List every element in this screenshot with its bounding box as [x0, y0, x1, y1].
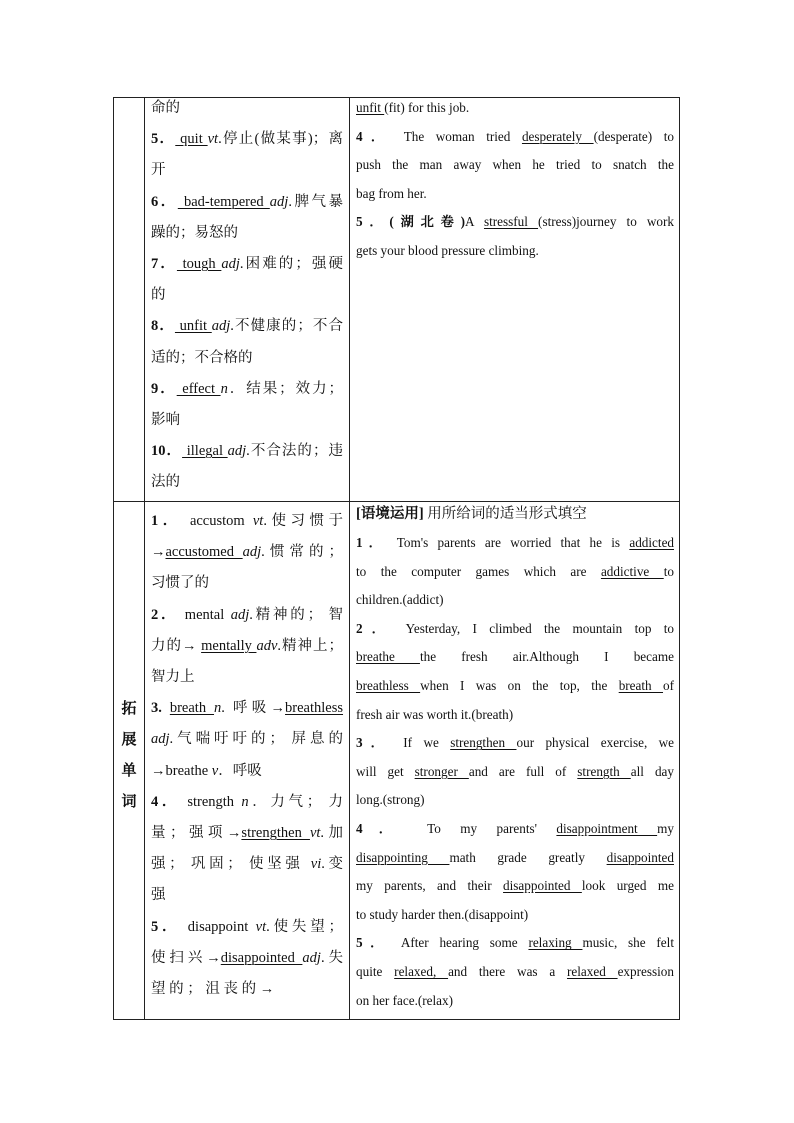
text-line	[356, 126, 674, 148]
text-line	[151, 377, 343, 401]
text-run: 用所给词的适当形式填空	[423, 506, 587, 522]
text-run: and are full of	[468, 763, 578, 779]
text-run: Tom's parents are worried that he is	[387, 535, 630, 550]
text-run: of	[663, 678, 675, 693]
answer-blank: strengthen	[241, 825, 310, 841]
text-line	[356, 618, 674, 640]
text-run: look urged me	[581, 878, 674, 894]
text-run: .精神上；	[277, 637, 343, 654]
text-run: strength	[180, 793, 242, 810]
text-run: 5．	[356, 935, 391, 951]
text-run: long.(strong)	[356, 792, 425, 808]
text-run: ．力气； 力	[248, 793, 343, 810]
text-run: . 呼吸→	[221, 700, 286, 717]
text-run: .困难的；强硬	[239, 256, 344, 272]
text-line	[151, 158, 343, 182]
text-line	[356, 990, 674, 1012]
text-run: .使习惯于	[263, 513, 344, 529]
text-line	[151, 509, 343, 533]
text-line	[356, 154, 674, 176]
text-line	[151, 571, 343, 595]
text-run: disappoint	[180, 918, 256, 935]
top-exercise-cell	[356, 97, 674, 501]
part-of-speech: adj	[269, 193, 289, 210]
text-line	[356, 211, 674, 233]
answer-blank: breathless	[285, 700, 344, 717]
text-run: 强	[151, 887, 166, 904]
part-of-speech: vt	[252, 513, 264, 529]
text-run: After hearing some	[390, 935, 529, 951]
text-run: 7．	[151, 256, 177, 272]
part-of-speech: vt	[207, 131, 219, 148]
text-run: 1．	[151, 513, 182, 529]
text-run: .使失望；	[266, 918, 344, 935]
answer-blank: accustomed	[165, 544, 243, 561]
answer-blank: tough	[176, 256, 222, 272]
part-of-speech: n	[214, 700, 222, 717]
answer-blank: relaxing	[528, 935, 583, 951]
text-run: my parents, and their	[356, 878, 504, 894]
bottom-vocab-cell	[151, 509, 343, 1014]
text-run: 4．	[151, 793, 181, 810]
text-line	[151, 696, 343, 720]
answer-blank: breath	[169, 700, 215, 717]
answer-blank: relaxed	[566, 964, 618, 979]
text-line	[356, 847, 674, 869]
part-of-speech: adj	[221, 256, 240, 272]
text-run: .停止(做某事)；离	[218, 131, 343, 148]
text-run: quite	[356, 964, 395, 979]
text-line	[356, 732, 674, 754]
answer-blank: effect	[176, 380, 221, 397]
part-of-speech: n	[220, 380, 228, 397]
text-line	[356, 561, 674, 583]
text-run: .不健康的；不合	[230, 318, 344, 335]
answer-blank: mentally	[201, 637, 257, 654]
text-run: the fresh air.Although I became	[419, 649, 674, 665]
text-run: →breathe	[151, 762, 212, 779]
text-line	[356, 646, 674, 668]
text-run: 4．	[356, 821, 408, 836]
text-run: 量；强项→	[151, 825, 242, 841]
part-of-speech: adv	[256, 637, 278, 654]
part-of-speech: adj	[242, 544, 262, 561]
text-line	[151, 314, 343, 338]
text-line	[356, 818, 674, 840]
text-line	[151, 821, 343, 845]
part-of-speech: adj	[151, 731, 170, 748]
text-line	[151, 96, 343, 120]
text-line	[151, 127, 343, 151]
part-of-speech: vt	[255, 918, 267, 935]
answer-blank: strengthen	[450, 735, 517, 751]
text-line	[151, 190, 343, 214]
answer-blank: addictive	[600, 563, 664, 579]
part-of-speech: n	[241, 793, 249, 810]
exercise-heading	[356, 502, 674, 526]
text-run: on her face.(relax)	[356, 992, 454, 1008]
text-line	[356, 761, 674, 783]
answer-blank: addicted	[629, 535, 675, 550]
text-run: The woman tried	[392, 128, 522, 144]
text-line	[151, 634, 343, 658]
text-run: (desperate) to	[593, 128, 675, 144]
text-run: (湖北卷)	[389, 214, 466, 230]
text-run: and there was a	[448, 964, 567, 979]
text-run: 2．	[356, 620, 394, 636]
side-label-char: 单	[121, 763, 137, 779]
text-run: [语境运用]	[356, 506, 424, 522]
text-line	[151, 408, 343, 432]
text-line	[151, 252, 343, 276]
text-run: expression	[617, 964, 674, 979]
text-run: 望 的 ； 沮 丧 的 →	[151, 981, 275, 997]
text-run: math grade greatly	[449, 849, 607, 865]
side-label-char: 词	[121, 794, 137, 810]
text-run: (stress)journey to work	[538, 214, 675, 230]
text-run: ．结果；效力；	[227, 380, 344, 397]
answer-blank: disappointed	[220, 949, 303, 966]
text-line	[356, 904, 674, 926]
answer-blank: breathless	[356, 678, 421, 693]
text-run: bag from her.	[356, 185, 427, 201]
text-run: Yesterday, I climbed the mountain top to	[393, 620, 674, 636]
answer-blank: unfit	[356, 100, 385, 115]
answer-blank: unfit	[174, 318, 212, 335]
text-line	[356, 875, 674, 897]
text-line	[356, 589, 674, 611]
text-run: 2．	[151, 606, 179, 623]
text-line	[151, 915, 343, 939]
text-line	[151, 283, 343, 307]
text-run: 9．	[151, 380, 177, 397]
text-line	[151, 665, 343, 689]
text-run: A	[465, 214, 484, 230]
text-line	[151, 603, 343, 627]
answer-blank: stressful	[483, 214, 539, 230]
text-line	[151, 977, 343, 1001]
text-run: .精神的； 智	[249, 606, 344, 623]
text-line	[356, 532, 674, 554]
part-of-speech: adj	[227, 443, 247, 460]
text-run: 法的	[151, 474, 180, 491]
part-of-speech: vi	[310, 856, 322, 873]
text-run: 影响	[151, 412, 180, 428]
top-vocab-cell	[151, 96, 343, 500]
text-run: 使扫兴→	[151, 949, 221, 966]
text-run: 适的；不合格的	[151, 349, 253, 366]
part-of-speech: adj	[211, 318, 231, 335]
text-run: children.(addict)	[356, 592, 444, 608]
text-line	[151, 346, 343, 370]
answer-blank: desperately	[521, 128, 594, 144]
text-run: (fit) for this job.	[384, 100, 470, 115]
text-run: gets your blood pressure climbing.	[356, 243, 539, 258]
text-run: push the man away when he tried to snatch the	[356, 157, 674, 173]
answer-blank: strength	[577, 763, 631, 779]
part-of-speech: v	[211, 762, 219, 779]
text-run: 习惯了的	[151, 575, 209, 592]
answer-blank: breathe	[356, 649, 420, 665]
column-divider-left	[144, 98, 145, 1019]
text-line	[356, 675, 674, 697]
text-run: →	[151, 544, 166, 561]
text-run: to study harder then.(disappoint)	[356, 906, 529, 922]
text-run: to the computer games which are	[356, 563, 601, 579]
answer-blank: quit	[175, 131, 208, 148]
text-line	[151, 883, 343, 907]
text-run: .变	[321, 856, 344, 873]
text-run: 5．	[356, 214, 390, 230]
text-run: accustom	[181, 513, 253, 529]
text-run: .气喘吁吁的； 屏息的	[169, 731, 343, 748]
side-label-extended-words	[114, 694, 144, 814]
text-line	[356, 961, 674, 983]
text-run: mental	[178, 606, 231, 623]
text-run: 智力上	[151, 669, 195, 685]
side-label-char: 展	[121, 732, 137, 748]
text-run: 3．	[356, 735, 392, 751]
text-run: .失	[320, 949, 343, 966]
text-run: .脾气暴	[288, 193, 344, 210]
text-line	[151, 540, 343, 564]
answer-blank: disappointment	[556, 821, 658, 836]
text-line	[151, 439, 343, 463]
text-run: 10．	[151, 443, 183, 460]
text-line	[356, 240, 674, 262]
text-line	[151, 470, 343, 494]
text-run: will get	[356, 763, 415, 779]
text-line	[356, 704, 674, 726]
text-run: .不合法的；违	[246, 443, 344, 460]
answer-blank: disappointed	[503, 878, 582, 894]
bottom-exercise-cell	[356, 532, 674, 1012]
text-run: music, she felt	[582, 935, 674, 951]
text-line	[356, 97, 674, 119]
column-divider-right	[349, 98, 350, 1019]
text-line	[151, 790, 343, 814]
text-run: 命的	[151, 100, 180, 116]
text-line	[151, 727, 343, 751]
answer-blank: relaxed,	[394, 964, 449, 979]
part-of-speech: adj	[302, 949, 321, 966]
text-line	[151, 221, 343, 245]
text-run: when I was on the top, the	[420, 678, 619, 693]
text-run: 的	[151, 287, 166, 304]
answer-blank: disappointed	[606, 849, 674, 865]
text-run: .惯常的；	[261, 544, 343, 561]
text-run: 1．	[356, 535, 388, 550]
text-run: 开	[151, 162, 166, 179]
side-label-char: 拓	[121, 701, 137, 717]
text-run: To my parents'	[408, 821, 557, 836]
text-run: all day	[630, 763, 674, 779]
text-line	[356, 789, 674, 811]
part-of-speech: vt	[309, 825, 321, 841]
text-line	[151, 852, 343, 876]
text-run: my	[657, 821, 674, 836]
vocabulary-table	[113, 97, 680, 1020]
text-run: 5．	[151, 918, 181, 935]
answer-blank: bad-tempered	[177, 193, 270, 210]
text-run: 3.	[151, 700, 170, 717]
text-run: fresh air was worth it.(breath)	[356, 706, 514, 722]
text-run: 5．	[151, 131, 176, 148]
text-run: 8．	[151, 318, 175, 335]
answer-blank: disappointing	[356, 849, 450, 865]
text-run: 4．	[356, 128, 393, 144]
answer-blank: stronger	[414, 763, 469, 779]
text-line	[356, 183, 674, 205]
text-run: 6．	[151, 193, 178, 210]
text-line	[151, 759, 343, 783]
text-run: 躁的；易怒的	[151, 224, 238, 241]
answer-blank: breath	[618, 678, 664, 693]
text-run: 力的→	[151, 637, 202, 654]
text-run: to	[663, 563, 674, 579]
text-line	[151, 946, 343, 970]
text-run: 强； 巩固； 使坚强	[151, 856, 311, 873]
answer-blank: illegal	[182, 443, 228, 460]
text-line	[356, 932, 674, 954]
text-run: our physical exercise, we	[516, 735, 674, 751]
text-run: .加	[320, 825, 344, 841]
part-of-speech: adj	[230, 606, 250, 623]
text-run: If we	[391, 735, 451, 751]
text-run: ．呼吸	[218, 762, 262, 779]
